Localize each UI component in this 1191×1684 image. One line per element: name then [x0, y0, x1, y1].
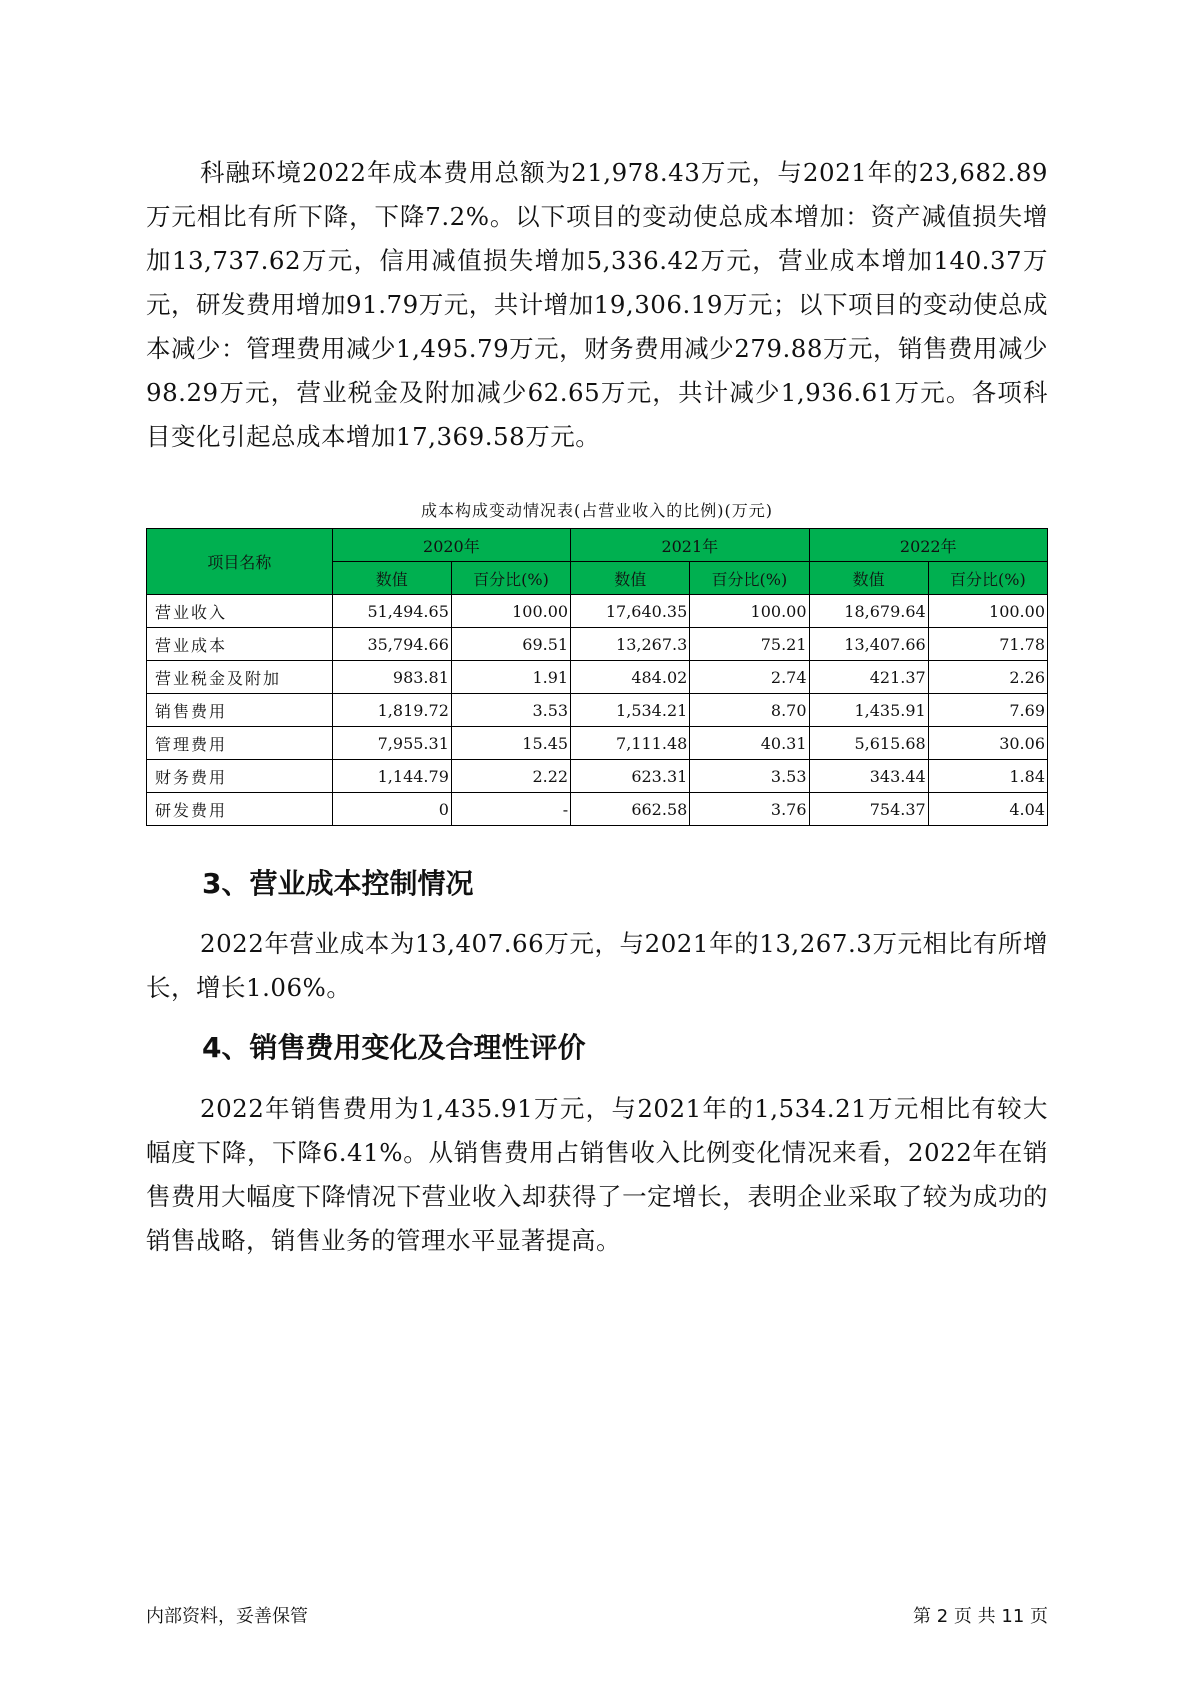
- row-label: 财务费用: [147, 760, 333, 793]
- table-row: [147, 727, 1048, 760]
- percent-cell: 1.84: [928, 760, 1047, 793]
- row-label: 销售费用: [147, 694, 333, 727]
- row-label: 研发费用: [147, 793, 333, 826]
- value-cell: 1,144.79: [332, 760, 451, 793]
- value-cell: 13,407.66: [809, 628, 928, 661]
- table-row: [147, 661, 1048, 694]
- value-cell: 1,435.91: [809, 694, 928, 727]
- percent-cell: 4.04: [928, 793, 1047, 826]
- percent-cell: 8.70: [690, 694, 809, 727]
- percent-cell: 15.45: [451, 727, 570, 760]
- value-cell: 0: [332, 793, 451, 826]
- table-body: [147, 595, 1048, 826]
- value-cell: 623.31: [571, 760, 690, 793]
- percent-cell: 69.51: [451, 628, 570, 661]
- table-row: [147, 793, 1048, 826]
- section-heading-operating-cost: 3、营业成本控制情况: [202, 867, 474, 900]
- table-row: [147, 628, 1048, 661]
- table-row: [147, 694, 1048, 727]
- percent-cell: 71.78: [928, 628, 1047, 661]
- value-cell: 754.37: [809, 793, 928, 826]
- header-value: 数值: [809, 562, 928, 595]
- percent-cell: 2.22: [451, 760, 570, 793]
- percent-cell: 100.00: [928, 595, 1047, 628]
- table-caption: 成本构成变动情况表(占营业收入的比例)(万元): [421, 501, 773, 520]
- value-cell: 662.58: [571, 793, 690, 826]
- table-row: [147, 595, 1048, 628]
- header-year-2022: 2022年: [809, 529, 1047, 562]
- paragraph-cost-summary: 科融环境2022年成本费用总额为21,978.43万元，与2021年的23,682.89万元相比有所下降，下降7.2%。以下项目的变动使总成本增加：资产减值损失增加13,737.62万元，信用减值损失增加5,336.42万元，营业成本增加140.37万元，研发费用增加91.79万元，共计增加19,306.19万元；以下项目的变动使总成本减少：管理费用减少1,495.79万元，财务费用减少279.88万元，销售费用减少98.29万元，营业税金及附加减少62.65万元，共计减少1,936.61万元。各项科目变化引起总成本增加17,369.58万元。: [146, 158, 1048, 451]
- header-year-2021: 2021年: [571, 529, 809, 562]
- footer-page-number: 第 2 页 共 11 页: [913, 1606, 1048, 1627]
- percent-cell: 2.26: [928, 661, 1047, 694]
- table-row: [147, 760, 1048, 793]
- paragraph-operating-cost: 2022年营业成本为13,407.66万元，与2021年的13,267.3万元相比有所增长，增长1.06%。: [146, 929, 1048, 1002]
- percent-cell: 3.53: [451, 694, 570, 727]
- percent-cell: 40.31: [690, 727, 809, 760]
- header-value: 数值: [332, 562, 451, 595]
- percent-cell: -: [451, 793, 570, 826]
- value-cell: 7,955.31: [332, 727, 451, 760]
- value-cell: 343.44: [809, 760, 928, 793]
- value-cell: 983.81: [332, 661, 451, 694]
- value-cell: 1,534.21: [571, 694, 690, 727]
- value-cell: 13,267.3: [571, 628, 690, 661]
- value-cell: 51,494.65: [332, 595, 451, 628]
- value-cell: 7,111.48: [571, 727, 690, 760]
- footer-confidential-note: 内部资料，妥善保管: [146, 1606, 308, 1627]
- percent-cell: 30.06: [928, 727, 1047, 760]
- percent-cell: 7.69: [928, 694, 1047, 727]
- percent-cell: 2.74: [690, 661, 809, 694]
- percent-cell: 100.00: [451, 595, 570, 628]
- value-cell: 18,679.64: [809, 595, 928, 628]
- percent-cell: 3.76: [690, 793, 809, 826]
- row-label: 营业收入: [147, 595, 333, 628]
- value-cell: 35,794.66: [332, 628, 451, 661]
- row-label: 营业成本: [147, 628, 333, 661]
- header-percent: 百分比(%): [928, 562, 1047, 595]
- value-cell: 1,819.72: [332, 694, 451, 727]
- value-cell: 5,615.68: [809, 727, 928, 760]
- row-label: 管理费用: [147, 727, 333, 760]
- row-label: 营业税金及附加: [147, 661, 333, 694]
- header-year-2020: 2020年: [332, 529, 570, 562]
- section-heading-sales-expense: 4、销售费用变化及合理性评价: [202, 1031, 586, 1064]
- percent-cell: 1.91: [451, 661, 570, 694]
- cost-structure-table: [146, 528, 1048, 826]
- header-percent: 百分比(%): [451, 562, 570, 595]
- paragraph-sales-expense: 2022年销售费用为1,435.91万元，与2021年的1,534.21万元相比有较大幅度下降，下降6.41%。从销售费用占销售收入比例变化情况来看，2022年在销售费用大幅度下降情况下营业收入却获得了一定增长，表明企业采取了较为成功的销售战略，销售业务的管理水平显著提高。: [146, 1094, 1048, 1255]
- header-percent: 百分比(%): [690, 562, 809, 595]
- percent-cell: 100.00: [690, 595, 809, 628]
- header-value: 数值: [571, 562, 690, 595]
- value-cell: 17,640.35: [571, 595, 690, 628]
- header-item-name: 项目名称: [147, 529, 333, 595]
- value-cell: 484.02: [571, 661, 690, 694]
- value-cell: 421.37: [809, 661, 928, 694]
- percent-cell: 3.53: [690, 760, 809, 793]
- percent-cell: 75.21: [690, 628, 809, 661]
